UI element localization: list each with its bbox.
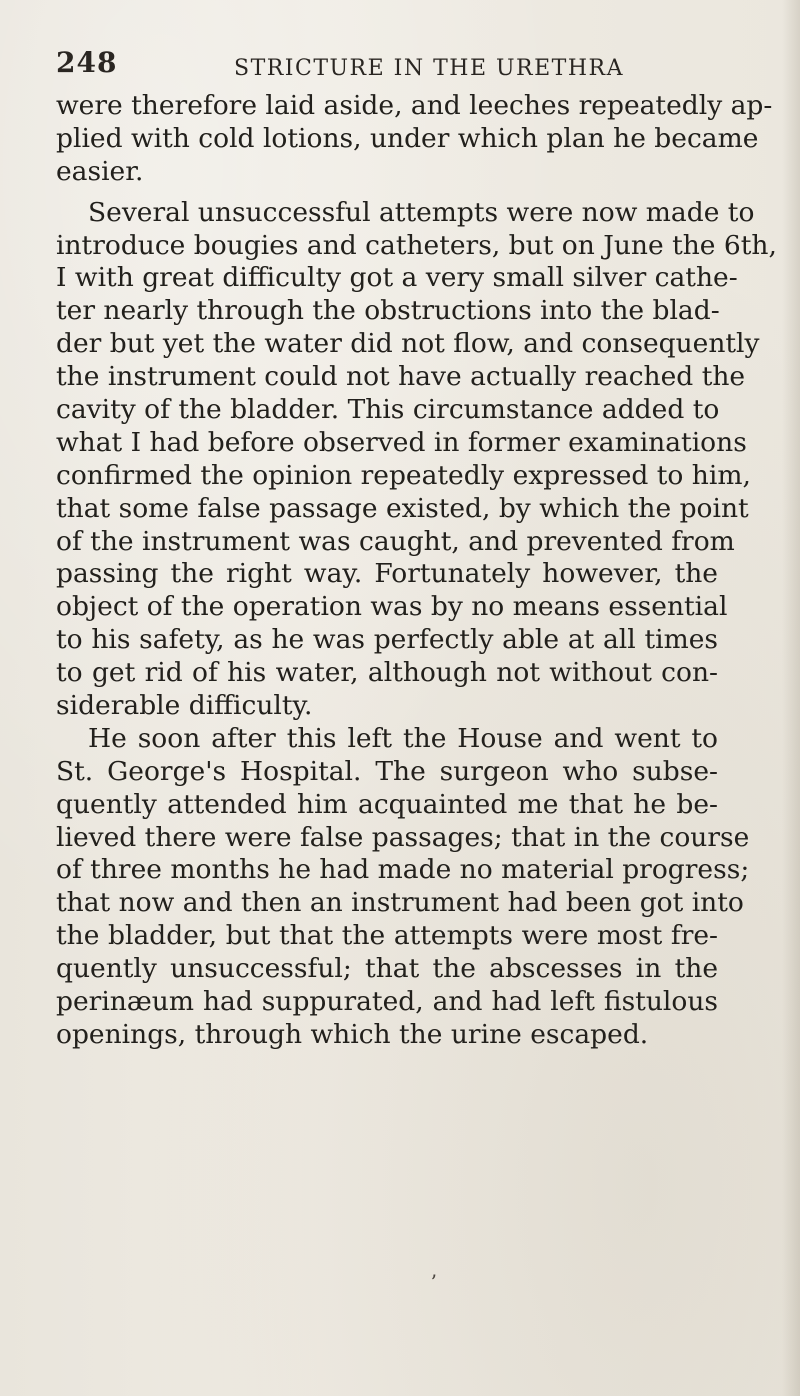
text-line: lieved there were false passages; that in the course [56,821,750,853]
text-line: of the instrument was caught, and prevented from [56,525,735,557]
text-line: the instrument could not have actually reached the [56,361,746,393]
text-line: to his safety, as he was perfectly able at all times [56,624,718,656]
paragraph-3 [56,722,750,1052]
text-line: ter nearly through the obstructions into the blad- [56,295,720,327]
text-line: object of the operation was by no means essential [56,591,728,623]
text-line: introduce bougies and catheters, but on June the 6th, [56,229,777,261]
text-line: plied with cold lotions, under which plan he became [56,122,759,154]
text-line: of three months he had made no material progress; [56,854,750,886]
text-line: easier. [56,155,144,187]
text-line: cavity of the bladder. This circumstance added to [56,394,720,426]
text-line: siderable difficulty. [56,690,313,722]
paragraph-2 [56,196,777,723]
text-line: what I had before observed in former examinations [56,426,747,458]
text-line: that some false passage existed, by which the point [56,492,749,524]
text-line: I with great difficulty got a very small silver cathe- [56,262,738,294]
ink-fleck: ʼ [430,1270,437,1294]
text-line: to get rid of his water, although not without con- [56,657,718,689]
text-line: der but yet the water did not flow, and consequently [56,328,760,360]
text-line: St. George's Hospital. The surgeon who subse- [56,755,718,787]
text-line: were therefore laid aside, and leeches repeatedly ap- [56,90,773,121]
paragraph-1 [56,90,773,189]
running-head: STRICTURE IN THE URETHRA [234,56,624,81]
text-line: the bladder, but that the attempts were most fre- [56,920,718,952]
text-line: openings, through which the urine escaped. [56,1018,649,1050]
page-edge-shadow [782,0,800,1396]
text-line: Several unsuccessful attempts were now made to [88,196,755,228]
page-number: 248 [56,46,118,79]
page-header [56,42,756,86]
body-text [56,90,777,1052]
text-line: He soon after this left the House and went to [88,722,718,754]
text-line: that now and then an instrument had been got into [56,887,744,919]
text-line: passing the right way. Fortunately however, the [56,558,718,590]
text-line: perinæum had suppurated, and had left fistulous [56,986,718,1018]
text-line: quently unsuccessful; that the abscesses in the [56,953,718,985]
text-line: confirmed the opinion repeatedly expressed to him, [56,459,751,491]
text-line: quently attended him acquainted me that he be- [56,788,718,820]
